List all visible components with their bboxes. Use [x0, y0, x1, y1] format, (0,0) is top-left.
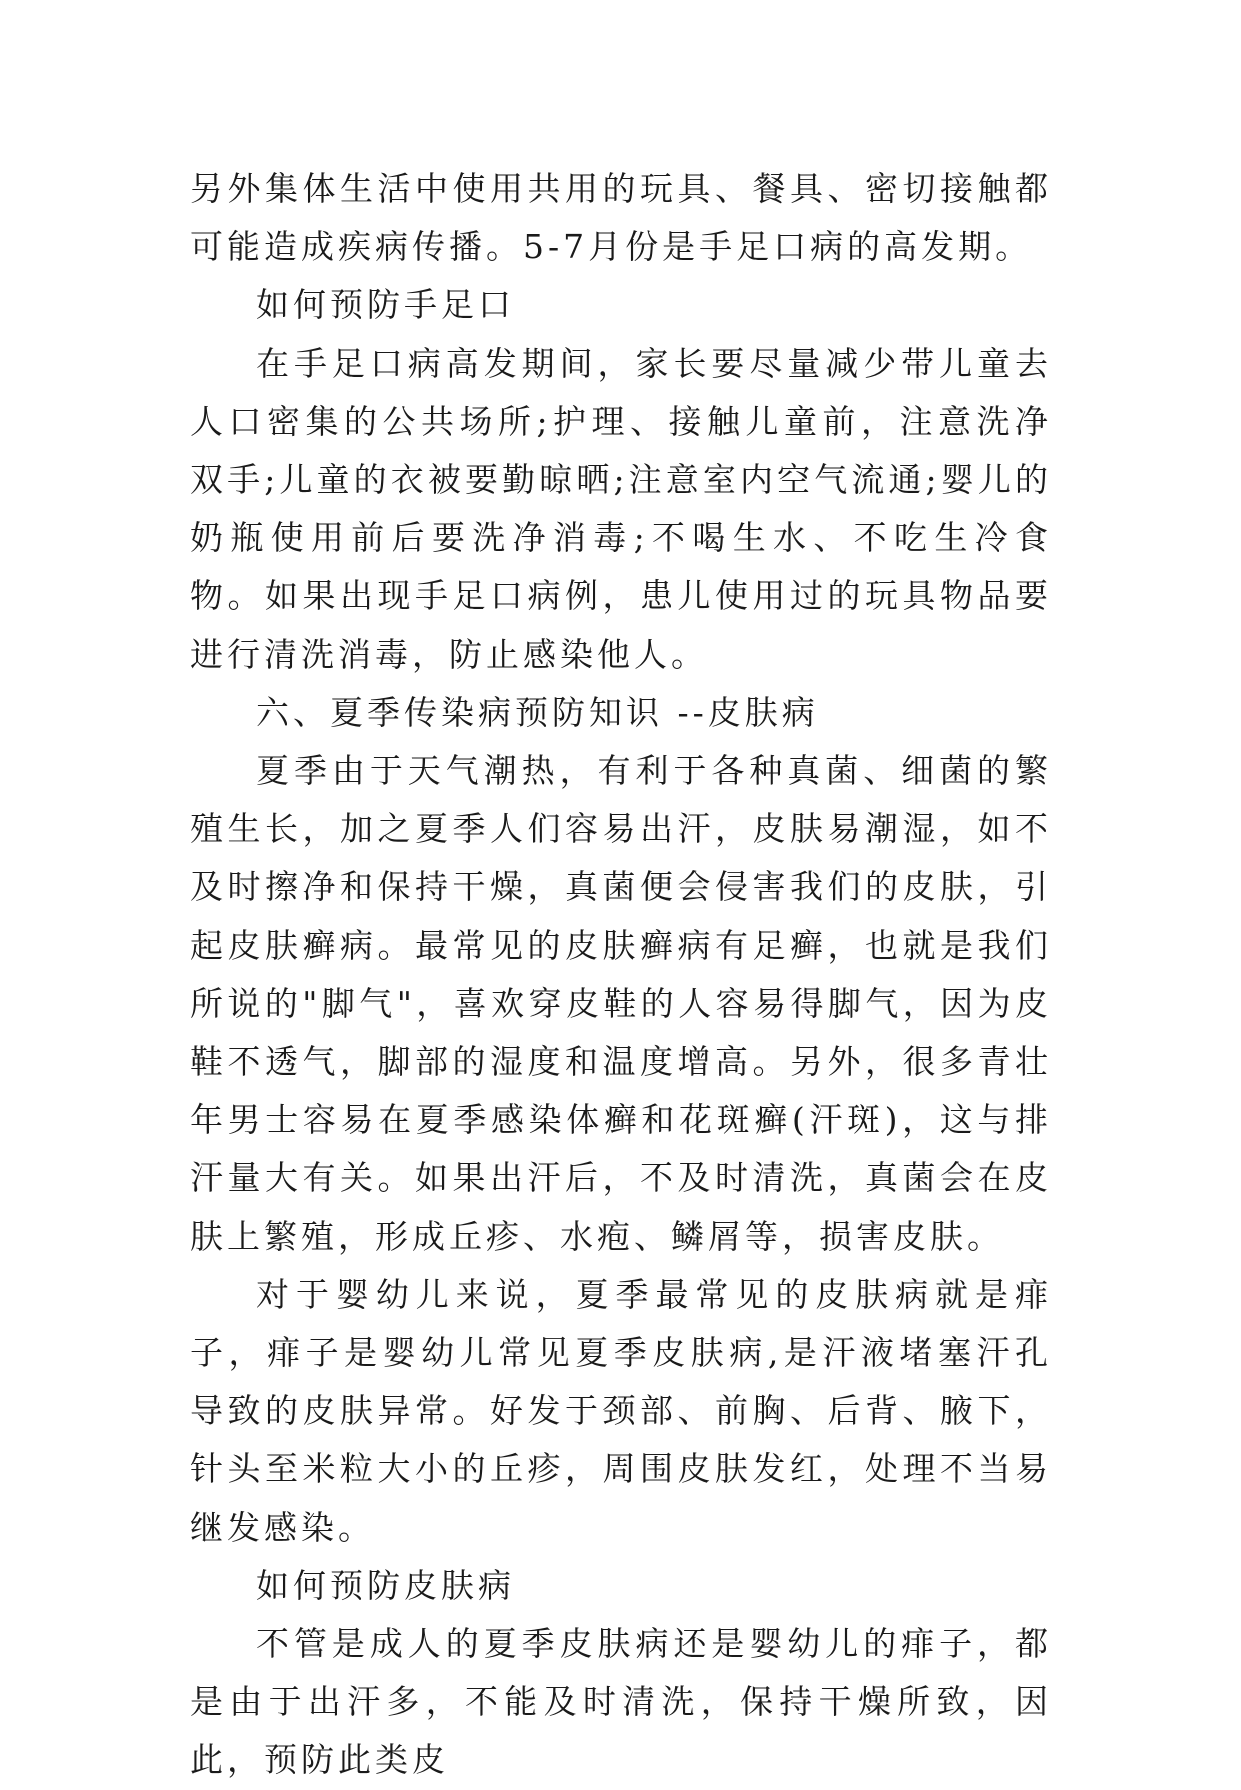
paragraph-infant-prickly-heat: 对于婴幼儿来说，夏季最常见的皮肤病就是痱子，痱子是婴幼儿常见夏季皮肤病,是汗液堵塞汗孔导致的皮肤异常。好发于颈部、前胸、后背、腋下，针头至米粒大小的丘疹，周围皮肤发红，处理不当易继发感染。	[190, 1274, 1052, 1547]
paragraph-skin-fungus: 夏季由于天气潮热，有利于各种真菌、细菌的繁殖生长，加之夏季人们容易出汗，皮肤易潮湿，如不及时擦净和保持干燥，真菌便会侵害我们的皮肤，引起皮肤癣病。最常见的皮肤癣病有足癣，也就是我们所说的"脚气"，喜欢穿皮鞋的人容易得脚气，因为皮鞋不透气，脚部的湿度和温度增高。另外，很多青壮年男士容易在夏季感染体癣和花斑癣(汗斑)，这与排汗量大有关。如果出汗后，不及时清洗，真菌会在皮肤上繁殖，形成丘疹、水疱、鳞屑等，损害皮肤。	[190, 751, 1052, 1256]
paragraph-hfmd-prevention: 在手足口病高发期间，家长要尽量减少带儿童去人口密集的公共场所;护理、接触儿童前，注意洗净双手;儿童的衣被要勤晾晒;注意室内空气流通;婴儿的奶瓶使用前后要洗净消毒;不喝生水、不吃生冷食物。如果出现手足口病例，患儿使用过的玩具物品要进行清洗消毒，防止感染他人。	[190, 343, 1052, 674]
paragraph-skin-prevention: 不管是成人的夏季皮肤病还是婴幼儿的痱子，都是由于出汗多，不能及时清洗，保持干燥所致，因此，预防此类皮	[190, 1624, 1052, 1780]
paragraph-continuation: 另外集体生活中使用共用的玩具、餐具、密切接触都可能造成疾病传播。5-7月份是手足口病的高发期。	[190, 169, 1052, 267]
body-text	[190, 160, 1052, 1790]
subheading-prevent-skin-disease: 如何预防皮肤病	[256, 1565, 515, 1605]
subheading-prevent-hfmd: 如何预防手足口	[256, 285, 515, 325]
section-heading-skin-disease: 六、夏季传染病预防知识 --皮肤病	[256, 692, 819, 732]
